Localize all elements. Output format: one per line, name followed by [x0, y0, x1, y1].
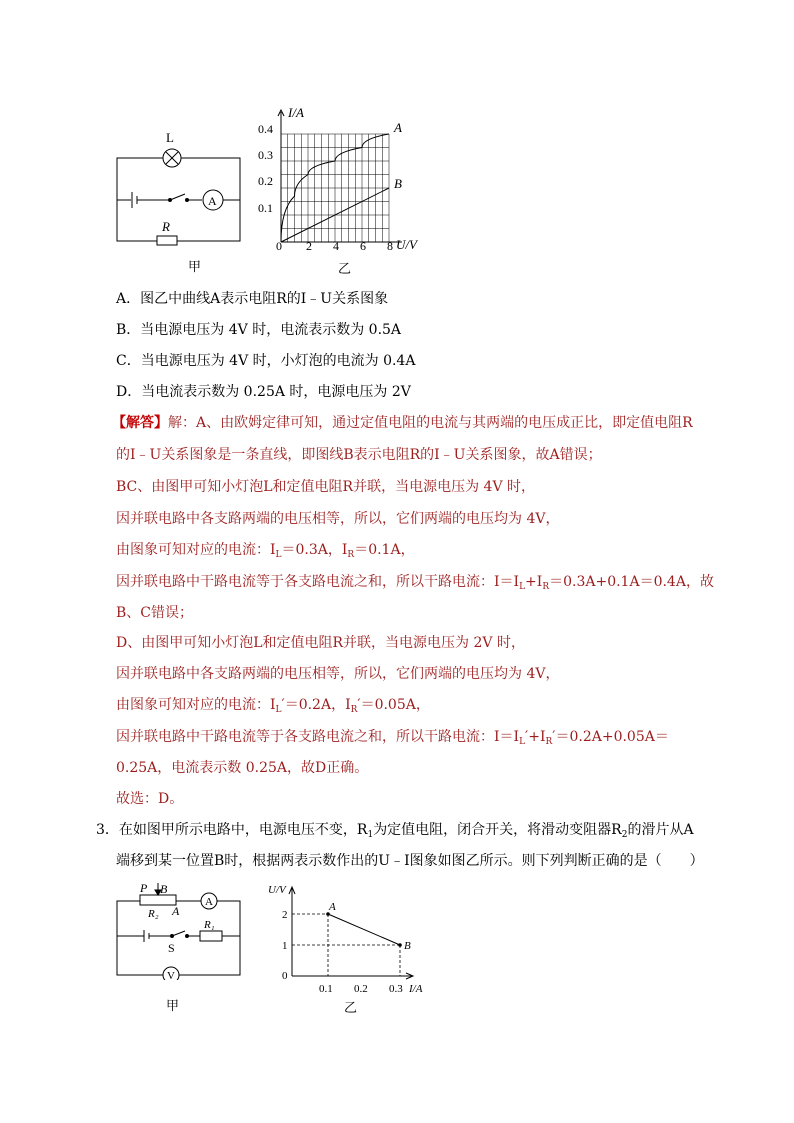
q3-line-1: 3．在如图甲所示电路中，电源电压不变，$R_1$为定值电阻，闭合开关，将滑动变阻器$R_2$的滑片从A: [96, 822, 694, 840]
answer-tag: 【解答】: [112, 415, 168, 431]
ui-graph: [262, 880, 442, 995]
y-tick-2: 2: [282, 909, 288, 921]
answer-line-12: 0.25A，电流表示数 0.25A，故D正确。: [116, 760, 369, 776]
ammeter-label-2: A: [205, 896, 213, 908]
answer-line-3: BC、由图甲可知小灯泡L和定值电阻R并联，当电源电压为 4V 时，: [116, 479, 536, 495]
q3-line-2: 端移到某一位置B时，根据两表示数作出的U﹣I图象如图乙所示。则下列判断正确的是（ ）: [116, 853, 704, 869]
iu-graph: [254, 100, 434, 260]
y-axis-label-2: U/V: [268, 884, 286, 896]
fig1-graph-caption: 乙: [338, 262, 352, 277]
y-axis-label: I/A: [288, 105, 304, 120]
x-tick-4: 4: [333, 239, 339, 253]
x-tick-0.1: 0.1: [319, 983, 333, 995]
curve-b-label: B: [394, 176, 402, 191]
x-tick-6: 6: [360, 239, 366, 253]
option-a: A．图乙中曲线A表示电阻R的I﹣U关系图象: [116, 291, 389, 307]
voltmeter-label: V: [167, 970, 175, 980]
answer-line-4: 因并联电路中各支路两端的电压相等，所以，它们两端的电压均为 4V，: [116, 511, 560, 527]
answer-choice: 故选：D。: [116, 791, 184, 807]
switch-label: S: [168, 941, 175, 955]
y-tick-1: 1: [282, 940, 288, 952]
curve-a-label: A: [394, 120, 402, 135]
answer-line-7: B、C错误；: [116, 605, 193, 621]
answer-line-11: 因并联电路中干路电流等于各支路电流之和，所以干路电流：$I=I_L'+I_R'=0.2A+0.05A=$: [116, 729, 669, 747]
answer-line-9: 因并联电路中各支路两端的电压相等，所以，它们两端的电压均为 4V，: [116, 666, 560, 682]
x-tick-8: 8: [387, 239, 393, 253]
answer-line-5: 由图象可知对应的电流：$I_L=0.3A$，$I_R=0.1A$，: [116, 542, 415, 560]
graph-grid: [281, 134, 389, 242]
position-a-label: A: [172, 904, 180, 918]
circuit-diagram-1: [110, 125, 250, 250]
x-tick-0.2: 0.2: [354, 983, 368, 995]
point-b-label: B: [404, 940, 411, 952]
x-tick-0.3: 0.3: [389, 983, 403, 995]
ui-line-segment: [328, 914, 400, 945]
ammeter-label: A: [208, 194, 217, 208]
answer-line-1: 【解答】解：A、由欧姆定律可知，通过定值电阻的电流与其两端的电压成正比，即定值电阻R: [112, 415, 693, 431]
r1-label: R₁: [204, 919, 215, 931]
point-a-label: A: [329, 901, 336, 913]
x-tick-0: 0: [276, 239, 282, 253]
fig1-circuit-caption: 甲: [188, 260, 202, 275]
answer-line-10: 由图象可知对应的电流：$I_L'=0.2A$，$I_R'=0.05A$，: [116, 697, 430, 715]
slider-p-label: P: [140, 881, 148, 895]
circuit-diagram-2: [110, 880, 245, 980]
lamp-label: L: [166, 130, 174, 145]
answer-line-6: 因并联电路中干路电流等于各支路电流之和，所以干路电流：$I=I_L+I_R=0.3A+0.1A=0.4A$，故: [116, 574, 714, 592]
fig2-circuit-caption: 甲: [166, 999, 180, 1014]
x-tick-2: 2: [306, 239, 312, 253]
option-b: B．当电源电压为 4V 时，电流表示数为 0.5A: [116, 322, 402, 338]
x-axis-label: U/V: [396, 237, 417, 252]
position-b-label: B: [160, 882, 168, 896]
point-b: [398, 943, 402, 947]
y-tick-0.2: 0.2: [258, 174, 273, 188]
option-c: C．当电源电压为 4V 时，小灯泡的电流为 0.4A: [116, 353, 416, 369]
answer-line-8: D、由图甲可知小灯泡L和定值电阻R并联，当电源电压为 2V 时，: [116, 635, 525, 651]
resistor-label: R: [162, 219, 170, 234]
option-d: D．当电流表示数为 0.25A 时，电源电压为 2V: [116, 384, 411, 400]
y-tick-0.4: 0.4: [258, 122, 273, 136]
fig2-graph-caption: 乙: [344, 1001, 358, 1016]
y-tick-0.3: 0.3: [258, 148, 273, 162]
answer-line-2: 的I﹣U关系图象是一条直线，即图线B表示电阻R的I﹣U关系图象，故A错误；: [116, 447, 602, 463]
y-tick-0.1: 0.1: [258, 201, 273, 215]
r2-label: R₂: [148, 908, 159, 920]
y-tick-0: 0: [282, 970, 288, 982]
x-axis-label-2: I/A: [409, 983, 423, 995]
